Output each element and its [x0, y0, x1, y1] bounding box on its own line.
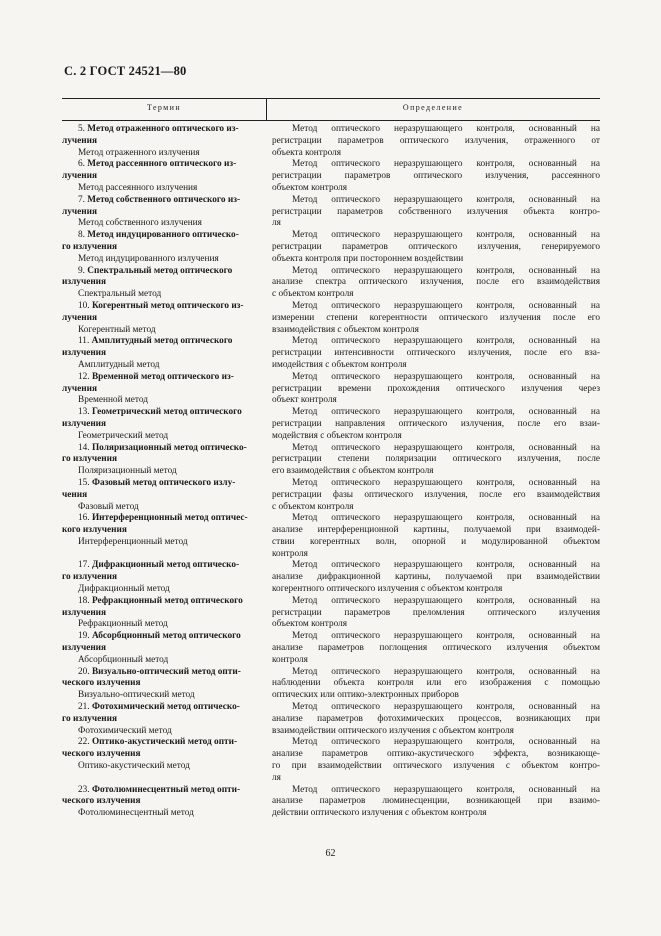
definition-line: Метод оптического неразрушающего контроля, основанный на — [292, 159, 600, 170]
term-cell — [62, 301, 266, 336]
term-title: Рефракционный метод оптического — [91, 595, 243, 606]
term-cell — [62, 372, 266, 407]
definition-line: регистрации степени поляризации оптического излучения, после — [272, 454, 600, 465]
term-title-continuation: излучения — [62, 607, 107, 618]
term-cell — [62, 407, 266, 442]
definition-cell — [266, 230, 600, 265]
term-title-continuation: излучения — [62, 418, 107, 429]
term-name — [62, 478, 262, 490]
table-row — [62, 372, 600, 407]
definition-line: регистрации параметров оптического излучения, отраженного от — [272, 135, 600, 146]
definition-line: Метод оптического неразрушающего контроля, основанный на — [292, 265, 600, 276]
definition-line: анализе параметров люминесценции, возникающей при взаимо- — [272, 796, 600, 807]
term-title-continuation: лучения — [62, 206, 97, 217]
definition-line: Метод оптического неразрушающего контроля, основанный на — [292, 371, 600, 382]
definition-line: Метод оптического неразрушающего контроля, основанный на — [292, 631, 600, 642]
table-row — [62, 560, 600, 595]
term-name — [62, 372, 262, 384]
term-title: Когерентный метод оптического из- — [91, 300, 244, 311]
term-name — [62, 443, 262, 455]
definition-line: наблюдении объекта контроля или его изображения с помощью — [272, 678, 600, 689]
definition-line: с объектом контроля — [272, 289, 354, 300]
term-name — [62, 159, 262, 171]
term-title: Дифракционный метод оптическо- — [91, 560, 240, 571]
term-name — [62, 596, 262, 608]
table-row — [62, 702, 600, 737]
definition-line: Метод оптического неразрушающего контроля, основанный на — [292, 702, 600, 713]
term-synonym: Когерентный метод — [78, 324, 156, 335]
term-name — [62, 301, 262, 313]
term-name — [62, 737, 262, 749]
definition-line: анализе параметров поглощения оптического излучения объектом — [272, 643, 600, 654]
term-title: Интерференционный метод оптичес- — [91, 513, 248, 524]
term-synonym: Абсорбционный метод — [78, 654, 169, 665]
term-number: 23. — [78, 784, 92, 795]
term-title-continuation: излучения — [62, 348, 107, 359]
term-title-continuation: лучения — [62, 383, 97, 394]
term-title: Визуально-оптический метод опти- — [91, 666, 241, 677]
term-synonym: Метод индуцированного излучения — [78, 253, 219, 264]
term-title-continuation: чения — [62, 489, 88, 500]
term-title: Оптико-акустический метод опти- — [91, 737, 238, 748]
definition-line: регистрации фазы оптического излучения, после его взаимодействия — [272, 489, 600, 500]
definition-line: контроля — [272, 548, 308, 559]
term-title-continuation: лучения — [62, 312, 97, 323]
term-title-continuation: го излучения — [62, 241, 118, 252]
term-number: 15. — [78, 477, 92, 488]
term-number: 19. — [78, 631, 92, 642]
term-title: Поляризационный метод оптическо- — [91, 442, 247, 453]
definition-line: го при взаимодействии оптического излучения с объектом контро- — [272, 761, 600, 772]
term-title: Временной метод оптического из- — [91, 371, 234, 382]
term-synonym: Спектральный метод — [78, 289, 162, 300]
definition-line: оптических или оптико-электронных приборов — [272, 690, 459, 701]
definition-line: Метод оптического неразрушающего контроля, основанный на — [292, 595, 600, 606]
term-title-continuation: излучения — [62, 643, 107, 654]
definition-line: Метод оптического неразрушающего контроля, основанный на — [292, 194, 600, 205]
term-number: 18. — [78, 595, 92, 606]
definition-line: анализе дифракционной картины, получаемой при взаимодействии — [272, 572, 600, 583]
term-title: Абсорбционный метод оптического — [91, 631, 241, 642]
term-title-continuation: кого излучения — [62, 525, 127, 536]
definition-line: взаимодействии оптического излучения с объектом контроля — [272, 725, 514, 736]
term-title: Метод индуцированного оптическо- — [87, 230, 239, 241]
term-synonym: Дифракционный метод — [78, 584, 170, 595]
term-name — [62, 195, 262, 207]
term-title-continuation: излучения — [62, 277, 107, 288]
definition-cell — [266, 372, 600, 407]
term-cell — [62, 336, 266, 371]
table-row — [62, 336, 600, 371]
table-row — [62, 301, 600, 336]
term-synonym: Поляризационный метод — [78, 466, 177, 477]
term-name — [62, 513, 262, 525]
definition-line: регистрации параметров оптического излучения, рассеянного — [272, 171, 600, 182]
definition-line: его взаимодействия с объектом контроля — [272, 466, 434, 477]
term-cell — [62, 596, 266, 631]
term-cell — [62, 513, 266, 560]
definition-line: анализе интерференционной картины, получаемой при взаимодей- — [272, 525, 600, 536]
term-synonym: Метод отраженного излучения — [78, 147, 200, 158]
term-title-continuation: го излучения — [62, 454, 118, 465]
term-name — [62, 702, 262, 714]
definition-line: Метод оптического неразрушающего контроля, основанный на — [292, 560, 600, 571]
page-header: С. 2 ГОСТ 24521—80 — [64, 64, 187, 78]
term-name — [62, 407, 262, 419]
definition-line: регистрации интенсивности оптического излучения, после его вза- — [272, 348, 600, 359]
definition-cell — [266, 407, 600, 442]
definition-line: Метод оптического неразрушающего контроля, основанный на — [292, 336, 600, 347]
definition-line: анализе параметров фотохимических процессов, возникающих при — [272, 713, 600, 724]
term-number: 8. — [78, 230, 88, 241]
table-row — [62, 631, 600, 666]
table-row — [62, 513, 600, 560]
definition-cell — [266, 124, 600, 159]
definition-line: действии оптического излучения с объектом контроля — [272, 808, 487, 819]
term-synonym: Фотохимический метод — [78, 725, 172, 736]
term-title-continuation: ческого излучения — [62, 678, 141, 689]
definition-line: измерении степени когерентности оптического излучения после его — [272, 312, 600, 323]
term-synonym: Геометрический метод — [78, 430, 169, 441]
definition-cell — [266, 301, 600, 336]
definition-line: когерентного оптического излучения с объектом контроля — [272, 584, 503, 595]
definition-line: объекта контроля при постороннем воздействии — [272, 253, 464, 264]
definition-cell — [266, 266, 600, 301]
definition-line: Метод оптического неразрушающего контроля, основанный на — [292, 666, 600, 677]
definition-cell — [266, 596, 600, 631]
term-number: 7. — [78, 194, 88, 205]
definition-line: регистрации параметров оптического излучения, генерируемого — [272, 241, 600, 252]
table-row — [62, 596, 600, 631]
term-number: 10. — [78, 300, 92, 311]
table-header-rule — [62, 120, 600, 121]
term-cell — [62, 443, 266, 478]
term-title: Геометрический метод оптического — [91, 407, 242, 418]
term-title: Метод отраженного оптического из- — [87, 124, 239, 134]
table-row — [62, 159, 600, 194]
term-number: 22. — [78, 737, 92, 748]
term-cell — [62, 124, 266, 159]
term-title-continuation: лучения — [62, 171, 97, 182]
term-synonym: Интерференционный метод — [78, 536, 188, 547]
term-name — [62, 230, 262, 242]
definition-line: объектом контроля — [272, 182, 348, 193]
definition-line: Метод оптического неразрушающего контроля, основанный на — [292, 124, 600, 134]
term-name — [62, 631, 262, 643]
column-header-terms: Термин — [146, 103, 182, 112]
definition-line: Метод оптического неразрушающего контроля, основанный на — [292, 442, 600, 453]
definition-line: Метод оптического неразрушающего контроля, основанный на — [292, 407, 600, 418]
term-cell — [62, 230, 266, 265]
definition-line: Метод оптического неразрушающего контроля, основанный на — [292, 737, 600, 748]
definition-cell — [266, 159, 600, 194]
definition-line: модействия с объектом контроля — [272, 430, 402, 441]
definition-line: Метод оптического неразрушающего контроля, основанный на — [292, 513, 600, 524]
term-number: 16. — [78, 513, 92, 524]
term-title: Амплитудный метод оптического — [91, 336, 233, 347]
definition-line: Метод оптического неразрушающего контроля, основанный на — [292, 230, 600, 241]
definition-cell — [266, 702, 600, 737]
term-cell — [62, 478, 266, 513]
definition-cell — [266, 667, 600, 702]
definition-cell — [266, 785, 600, 820]
term-synonym: Рефракционный метод — [78, 619, 168, 630]
definition-cell — [266, 737, 600, 784]
term-number: 14. — [78, 442, 92, 453]
term-name — [62, 560, 262, 572]
definition-cell — [266, 443, 600, 478]
term-synonym: Временной метод — [78, 395, 148, 406]
term-number: 21. — [78, 702, 92, 713]
term-cell — [62, 195, 266, 230]
term-title-continuation: лучения — [62, 135, 97, 146]
column-header-definitions: Определение — [402, 103, 464, 112]
definition-line: контроля — [272, 654, 308, 665]
term-title-continuation: го излучения — [62, 572, 118, 583]
term-synonym: Визуально-оптический метод — [78, 690, 195, 701]
table-top-rule — [62, 98, 600, 99]
definition-line: Метод оптического неразрушающего контроля, основанный на — [292, 477, 600, 488]
definition-line: ля — [272, 772, 281, 783]
term-number: 11. — [78, 336, 92, 347]
definition-line: анализе параметров оптико-акустического эффекта, возникающе- — [272, 749, 600, 760]
term-title-continuation: го излучения — [62, 713, 118, 724]
definition-line: регистрации времени прохождения оптического излучения через — [272, 383, 600, 394]
term-synonym: Метод собственного излучения — [78, 218, 202, 229]
term-title: Спектральный метод оптического — [87, 265, 233, 276]
definition-line: объектом контроля — [272, 619, 348, 630]
definition-line: регистрации параметров преломления оптического излучения — [272, 607, 600, 618]
term-synonym: Амплитудный метод — [78, 359, 160, 370]
term-name — [62, 336, 262, 348]
term-title: Метод рассеянного оптического из- — [87, 159, 237, 170]
term-cell — [62, 159, 266, 194]
definition-line: объект контроля — [272, 395, 337, 406]
definition-line: Метод оптического неразрушающего контроля, основанный на — [292, 300, 600, 311]
definition-line: с объектом контроля — [272, 501, 354, 512]
definition-line: регистрации параметров собственного излучения объекта контро- — [272, 206, 600, 217]
term-number: 9. — [78, 265, 88, 276]
term-synonym: Фазовый метод — [78, 501, 139, 512]
term-name — [62, 124, 262, 136]
term-cell — [62, 266, 266, 301]
term-name — [62, 667, 262, 679]
definition-cell — [266, 631, 600, 666]
definition-cell — [266, 478, 600, 513]
term-title: Фазовый метод оптического излу- — [91, 477, 236, 488]
page-number: 62 — [325, 848, 336, 859]
definition-cell — [266, 560, 600, 595]
terms-table — [62, 124, 600, 820]
table-row — [62, 667, 600, 702]
definition-line: объекта контроля — [272, 147, 342, 158]
table-row — [62, 195, 600, 230]
table-row — [62, 737, 600, 784]
definition-line: регистрации направления оптического излучения, после его взаи- — [272, 418, 600, 429]
definition-line: ля — [272, 218, 281, 229]
table-row — [62, 230, 600, 265]
term-name — [62, 785, 262, 797]
term-cell — [62, 631, 266, 666]
term-title-continuation: ческого излучения — [62, 796, 141, 807]
term-cell — [62, 737, 266, 784]
term-title: Фотохимический метод оптическо- — [91, 702, 240, 713]
definition-line: Метод оптического неразрушающего контроля, основанный на — [292, 784, 600, 795]
definition-cell — [266, 336, 600, 371]
term-title: Фотолюминесцентный метод опти- — [91, 784, 241, 795]
definition-line: взаимодействия с объектом контроля — [272, 324, 419, 335]
definition-line: ствии когерентных волн, опорной и модулированной объектом — [272, 536, 600, 547]
term-number: 17. — [78, 560, 92, 571]
table-row — [62, 266, 600, 301]
term-synonym: Метод рассеянного излучения — [78, 182, 198, 193]
definition-cell — [266, 513, 600, 560]
term-synonym: Фотолюминесцентный метод — [78, 808, 194, 819]
term-number: 6. — [78, 159, 88, 170]
table-row — [62, 407, 600, 442]
table-row — [62, 443, 600, 478]
term-number: 20. — [78, 666, 92, 677]
term-title: Метод собственного оптического из- — [87, 194, 241, 205]
table-row — [62, 785, 600, 820]
term-cell — [62, 785, 266, 820]
table-row — [62, 478, 600, 513]
term-number: 5. — [78, 124, 88, 134]
term-name — [62, 266, 262, 278]
definition-cell — [266, 195, 600, 230]
definition-line: имодействия с объектом контроля — [272, 359, 407, 370]
definition-line: анализе спектра оптического излучения, после его взаимодействия — [272, 277, 600, 288]
table-row — [62, 124, 600, 159]
term-cell — [62, 560, 266, 595]
term-number: 13. — [78, 407, 92, 418]
term-title-continuation: ческого излучения — [62, 749, 141, 760]
term-cell — [62, 702, 266, 737]
term-cell — [62, 667, 266, 702]
term-synonym: Оптико-акустический метод — [78, 761, 190, 772]
term-number: 12. — [78, 371, 92, 382]
